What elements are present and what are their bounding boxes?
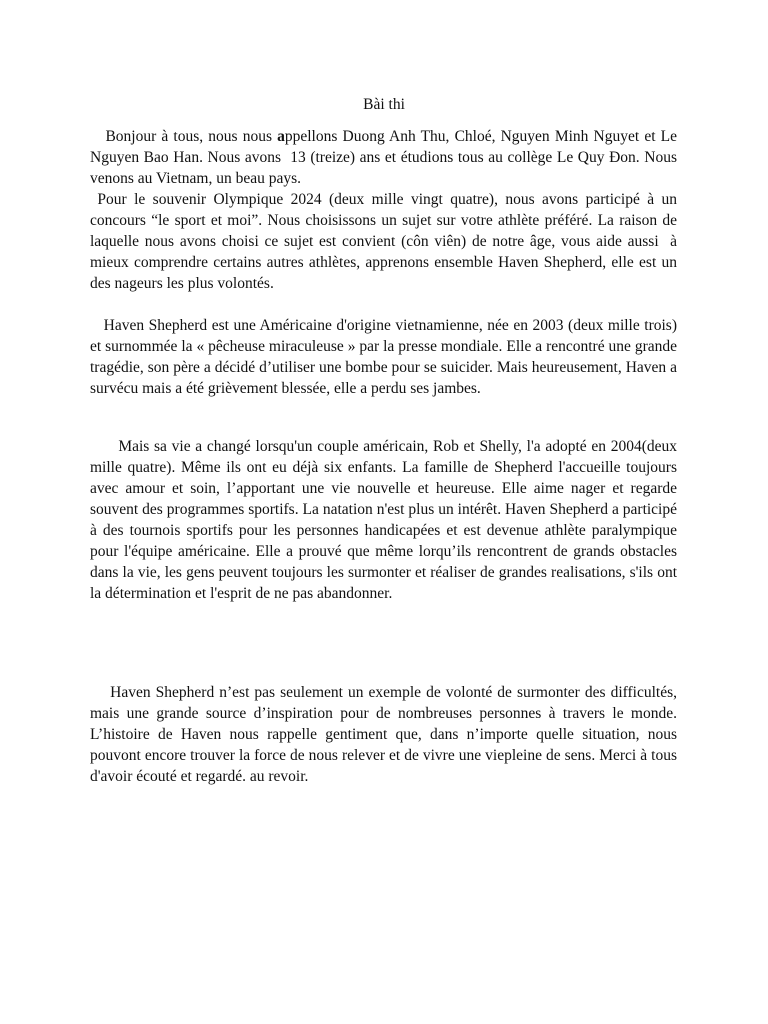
intro-paragraph-2: Pour le souvenir Olympique 2024 (deux mille vingt quatre), nous avons participé à un concours “le sport et moi”. Nous choisissons un sujet sur votre athlète préféré. La raison de laquelle nous avons choisi ce sujet est convient (côn viên) de notre âge, vous aide aussi à mieux comprendre certains autres athlètes, apprenons ensemble Haven Shepherd, elle est un des nageurs les plus volontés.: [90, 191, 681, 292]
document-title: Bài thi: [363, 96, 405, 113]
paragraph-adoption: [90, 436, 681, 604]
paragraph-conclusion: [90, 682, 681, 787]
intro-paragraph: [90, 126, 681, 189]
conclusion-text: Haven Shepherd n’est pas seulement un exemple de volonté de surmonter des difficultés, mais une grande source d’inspiration pour de nombreuses personnes à travers le monde. L’histoire de Haven nous rappelle gentiment que, dans n’importe quelle situation, nous pouvont encore trouver la force de nous relever et de vivre une viepleine de sens. Merci à tous d'avoir écouté et regardé. au revoir.: [90, 684, 681, 785]
paragraph-biography: [90, 315, 681, 399]
intro-text-rest: ppellons Duong Anh Thu, Chloé, Nguyen Minh Nguyet et Le Nguyen Bao Han. Nous avons 13 (treize) ans et étudions tous au collège Le Quy Đon. Nous venons au Vietnam, un beau pays.: [90, 128, 681, 187]
biography-text: Haven Shepherd est une Américaine d'origine vietnamienne, née en 2003 (deux mille trois) et surnommée la « pêcheuse miraculeuse » par la presse mondiale. Elle a rencontré une grande tragédie, son père a décidé d’utiliser une bombe pour se suicider. Mais heureusement, Haven a survécu mais a été grièvement blessée, elle a perdu ses jambes.: [90, 317, 681, 397]
intro-bold-letter: a: [277, 128, 285, 145]
intro-text-start: Bonjour à tous, nous nous: [90, 128, 278, 145]
intro-section: [90, 126, 681, 294]
adoption-text: Mais sa vie a changé lorsqu'un couple américain, Rob et Shelly, l'a adopté en 2004(deux mille quatre). Même ils ont eu déjà six enfants. La famille de Shepherd l'accueille toujours avec amour et soin, l’apportant une vie nouvelle et heureuse. Elle aime nager et regarde souvent des programmes sportifs. La natation n'est plus un intérêt. Haven Shepherd a participé à des tournois sportifs pour les personnes handicapées et est devenue athlète paralympique pour l'équipe américaine. Elle a prouvé que même lorqu’ils rencontrent de grands obstacles dans la vie, les gens peuvent toujours les surmonter et réaliser de grandes realisations, s'ils ont la détermination et l'esprit de ne pas abandonner.: [90, 438, 681, 602]
